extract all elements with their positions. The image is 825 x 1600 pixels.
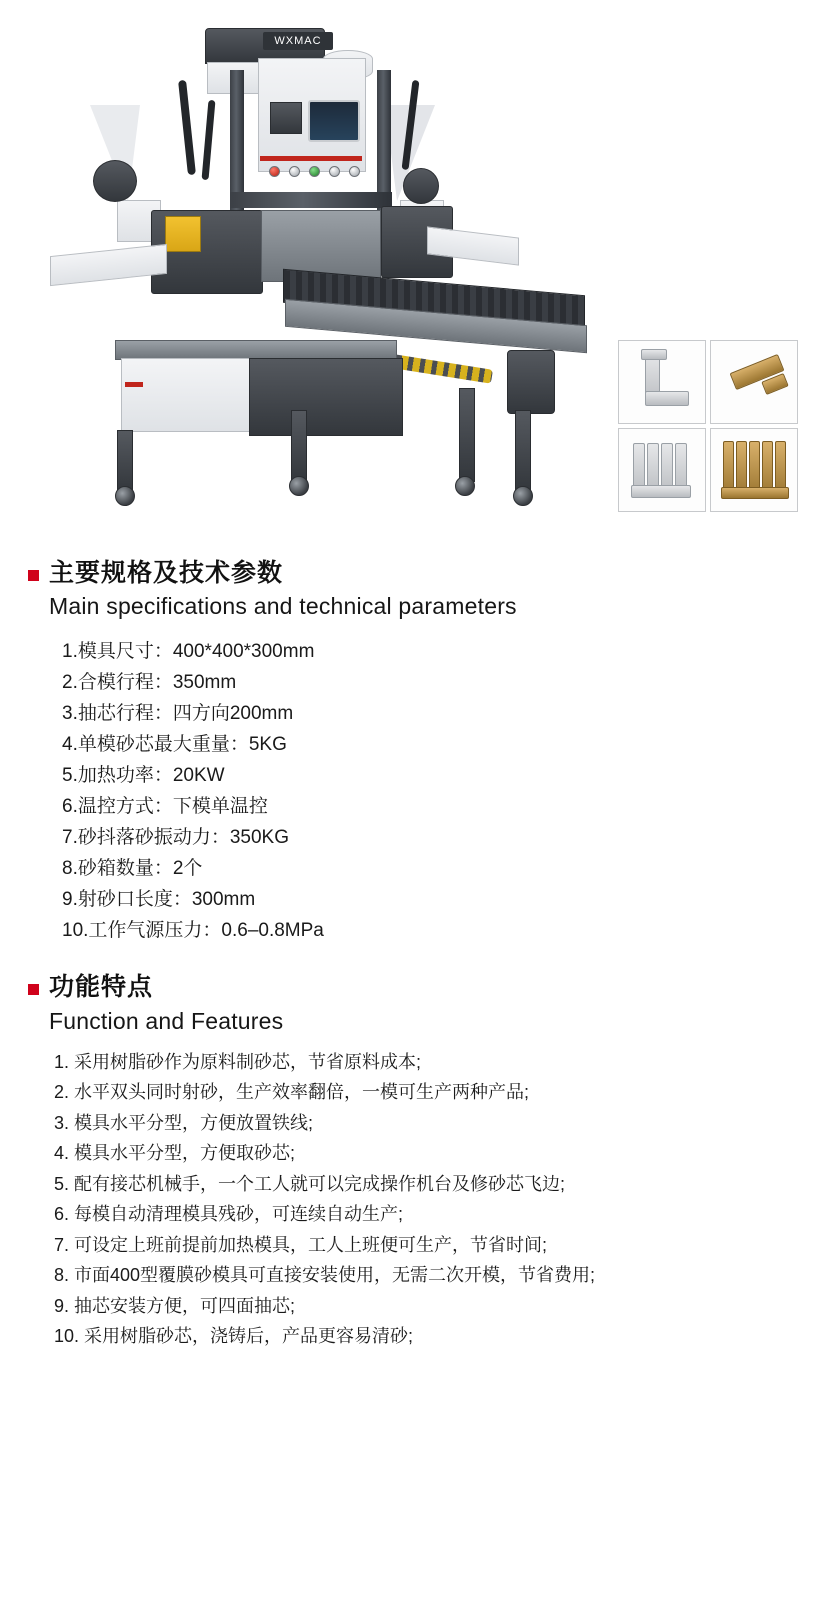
list-item: 3. 模具水平分型，方便放置铁线; [54, 1112, 314, 1133]
list-item: 1. 采用树脂砂作为原料制砂芯，节省原料成本; [54, 1051, 422, 1072]
caster-wheel-right-2 [513, 486, 533, 506]
leg-right [459, 388, 475, 482]
brand-logo-plate [263, 32, 333, 50]
list-item: 7. 可设定上班前提前加热模具，工人上班便可生产，节省时间; [54, 1234, 548, 1255]
base-red-marker [125, 382, 143, 387]
caster-wheel-left [115, 486, 135, 506]
red-square-bullet-icon [28, 984, 39, 995]
motor-right [403, 168, 439, 204]
list-item: 10. 采用树脂砂芯，浇铸后，产品更容易清砂; [54, 1326, 414, 1346]
air-hose-left-2 [202, 100, 216, 180]
list-item: 2. 水平双头同时射砂，生产效率翻倍，一模可生产两种产品; [54, 1082, 530, 1102]
control-display-small [270, 102, 302, 134]
features-list [54, 1047, 797, 1352]
hmi-touch-screen[interactable] [308, 100, 360, 142]
leg-right-2 [515, 410, 531, 492]
thumbnail-sand-core-4[interactable] [710, 428, 798, 512]
list-item: 5. 配有接芯机械手，一个工人就可以完成操作机台及修砂芯飞边; [54, 1173, 566, 1194]
sample-thumbnail-grid [618, 340, 798, 512]
list-item: 6.温控方式：下模单温控 [62, 796, 268, 818]
emergency-stop-button[interactable] [269, 166, 280, 177]
conveyor-drive-motor [507, 350, 555, 414]
red-square-bullet-icon [28, 570, 39, 581]
list-item: 7.砂抖落砂振动力：350KG [62, 827, 289, 849]
chute-left [50, 244, 167, 286]
brand-logo-text: WXMAC [274, 35, 322, 47]
list-item: 9.射砂口长度：300mm [62, 889, 256, 911]
specifications-title-cn: 主要规格及技术参数 [49, 559, 284, 587]
caster-wheel-right [455, 476, 475, 496]
specifications-section [0, 558, 825, 946]
list-item: 1.模具尺寸：400*400*300mm [62, 641, 315, 663]
start-button[interactable] [309, 166, 320, 177]
caster-wheel-mid [289, 476, 309, 496]
safety-guard-yellow [165, 216, 201, 252]
machine-base-frame [249, 358, 403, 436]
cross-beam-top [230, 192, 392, 208]
features-title-en: Function and Features [49, 1007, 284, 1034]
specifications-list [62, 636, 797, 946]
features-heading [28, 972, 797, 1003]
selector-knob-3[interactable] [349, 166, 360, 177]
list-item: 8.砂箱数量：2个 [62, 858, 203, 880]
machine-base-cabinet [121, 358, 251, 432]
selector-knob-1[interactable] [289, 166, 300, 177]
specifications-heading [28, 558, 797, 589]
list-item: 3.抽芯行程：四方向200mm [62, 703, 294, 725]
list-item: 4.单模砂芯最大重量：5KG [62, 734, 287, 756]
list-item: 9. 抽芯安装方便，可四面抽芯; [54, 1295, 296, 1316]
thumbnail-sand-core-1[interactable] [618, 340, 706, 424]
motor-left [93, 160, 137, 202]
leg-left [117, 430, 133, 492]
features-section [0, 972, 825, 1351]
specifications-title-en: Main specifications and technical parameters [49, 593, 517, 620]
list-item: 2.合模行程：350mm [62, 672, 237, 694]
list-item: 8. 市面400型覆膜砂模具可直接安装使用，无需二次开模，节省费用; [54, 1265, 596, 1285]
list-item: 5.加热功率：20KW [62, 765, 225, 787]
product-photo-area [0, 0, 825, 540]
list-item: 4. 模具水平分型，方便取砂芯; [54, 1143, 296, 1163]
list-item: 10.工作气源压力：0.6–0.8MPa [62, 920, 324, 942]
air-hose-left [178, 80, 196, 175]
features-title-cn: 功能特点 [49, 973, 154, 1002]
machine-table-top [115, 340, 397, 360]
leg-mid [291, 410, 307, 482]
list-item: 6. 每模自动清理模具残砂，可连续自动生产; [54, 1204, 404, 1224]
cabinet-red-strip [260, 156, 362, 161]
machine-illustration [55, 10, 595, 530]
thumbnail-sand-core-2[interactable] [710, 340, 798, 424]
selector-knob-2[interactable] [329, 166, 340, 177]
thumbnail-sand-core-3[interactable] [618, 428, 706, 512]
